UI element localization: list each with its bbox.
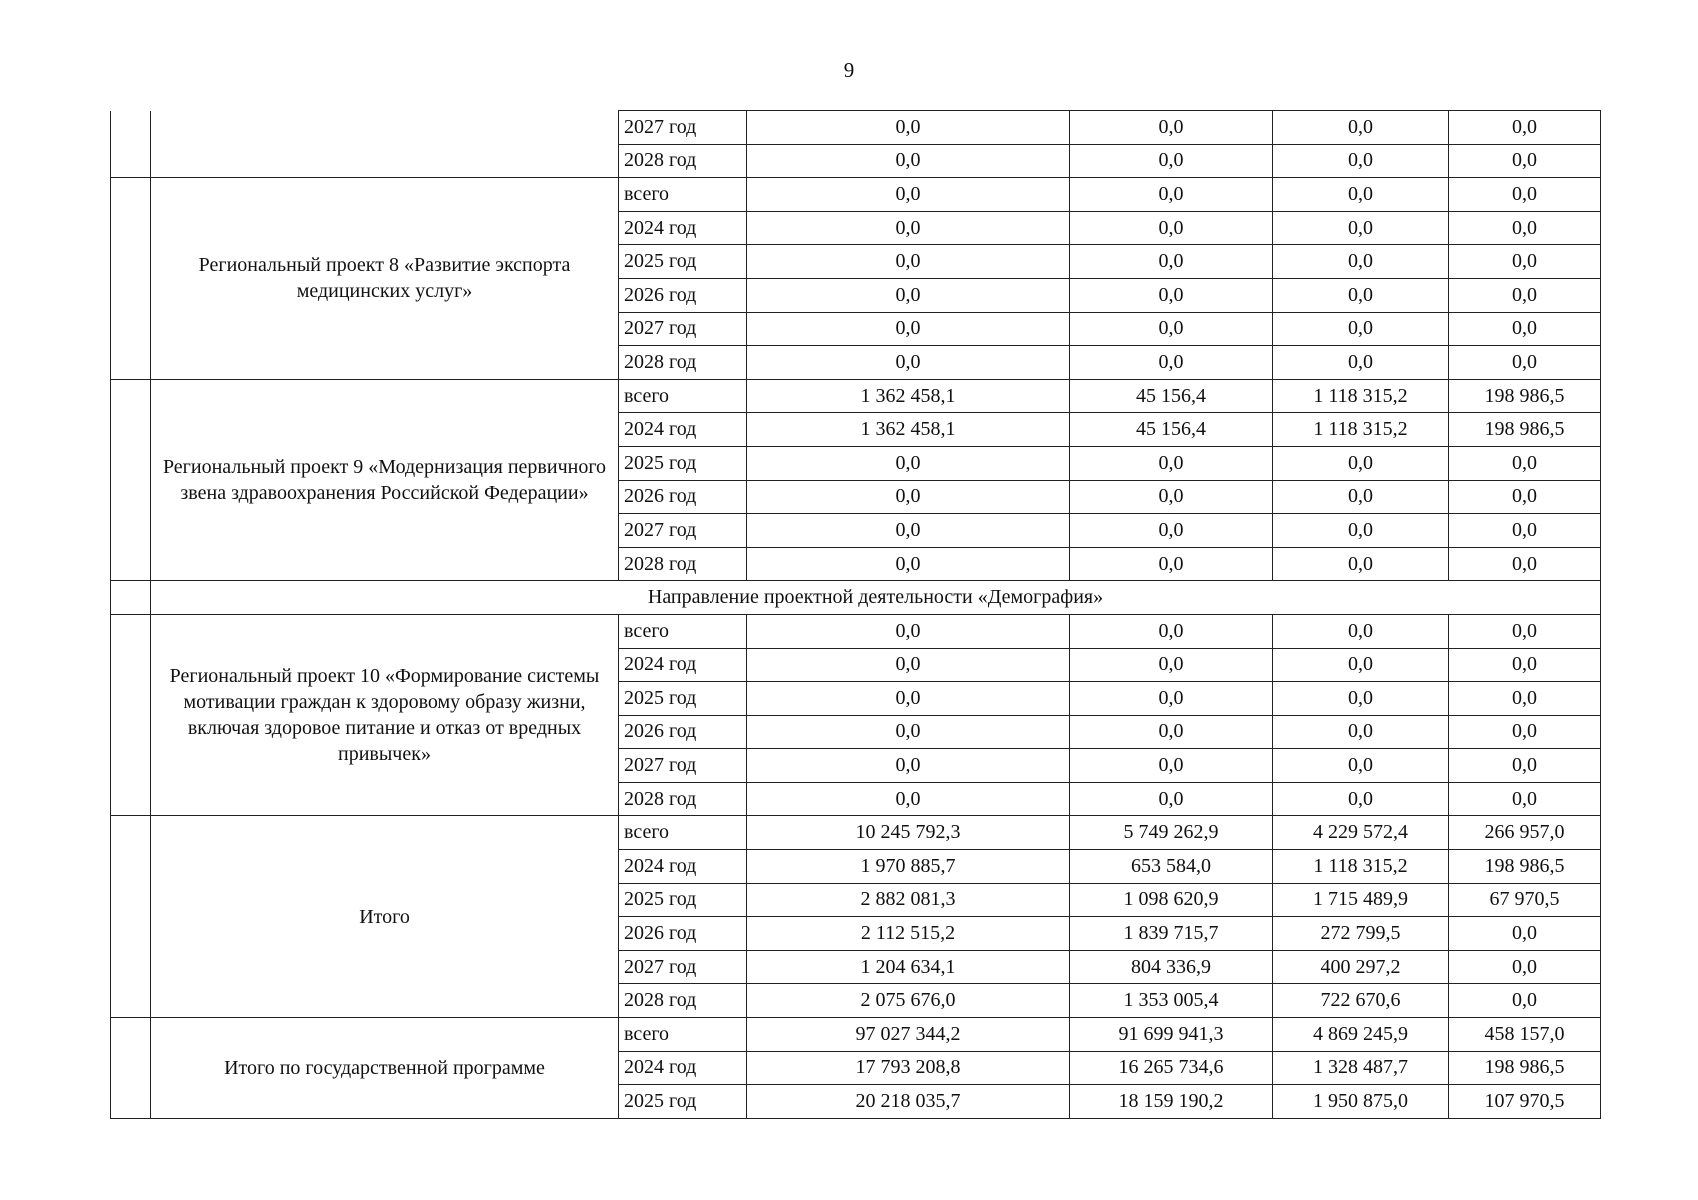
value-cell-1: 0,0 <box>1070 514 1273 548</box>
period-cell: всего <box>619 1018 747 1052</box>
total-cell: 1 362 458,1 <box>747 379 1070 413</box>
project-name: Региональный проект 10 «Формирование системы мотивации граждан к здоровому образу жизни, включая здоровое питание и отказ от вредных привычек» <box>151 614 619 816</box>
value-cell-3: 0,0 <box>1449 346 1601 380</box>
value-cell-2: 0,0 <box>1273 211 1449 245</box>
budget-table-body <box>111 111 1601 1119</box>
value-cell-3: 198 986,5 <box>1449 413 1601 447</box>
value-cell-2: 0,0 <box>1273 614 1449 648</box>
total-cell: 2 882 081,3 <box>747 883 1070 917</box>
table-row <box>111 614 1601 648</box>
value-cell-2: 0,0 <box>1273 245 1449 279</box>
value-cell-3: 0,0 <box>1449 614 1601 648</box>
value-cell-2: 0,0 <box>1273 178 1449 212</box>
value-cell-1: 91 699 941,3 <box>1070 1018 1273 1052</box>
value-cell-3: 0,0 <box>1449 682 1601 716</box>
project-name: Итого <box>151 816 619 1018</box>
value-cell-2: 1 118 315,2 <box>1273 379 1449 413</box>
value-cell-2: 0,0 <box>1273 111 1449 145</box>
index-cell <box>111 816 151 1018</box>
value-cell-1: 0,0 <box>1070 715 1273 749</box>
value-cell-3: 107 970,5 <box>1449 1085 1601 1119</box>
budget-table <box>110 110 1601 1119</box>
total-cell: 10 245 792,3 <box>747 816 1070 850</box>
index-cell <box>111 581 151 615</box>
value-cell-1: 0,0 <box>1070 614 1273 648</box>
value-cell-1: 0,0 <box>1070 446 1273 480</box>
period-cell: 2025 год <box>619 883 747 917</box>
value-cell-1: 0,0 <box>1070 782 1273 816</box>
total-cell: 1 362 458,1 <box>747 413 1070 447</box>
value-cell-2: 1 715 489,9 <box>1273 883 1449 917</box>
period-cell: 2025 год <box>619 1085 747 1119</box>
value-cell-1: 0,0 <box>1070 111 1273 145</box>
value-cell-1: 0,0 <box>1070 312 1273 346</box>
section-title: Направление проектной деятельности «Демография» <box>151 581 1601 615</box>
period-cell: 2025 год <box>619 245 747 279</box>
value-cell-1: 45 156,4 <box>1070 413 1273 447</box>
period-cell: всего <box>619 614 747 648</box>
total-cell: 0,0 <box>747 144 1070 178</box>
period-cell: 2027 год <box>619 749 747 783</box>
period-cell: 2024 год <box>619 1051 747 1085</box>
period-cell: 2027 год <box>619 514 747 548</box>
index-cell <box>111 614 151 816</box>
project-name: Региональный проект 8 «Развитие экспорта медицинских услуг» <box>151 178 619 380</box>
value-cell-3: 0,0 <box>1449 178 1601 212</box>
value-cell-1: 0,0 <box>1070 547 1273 581</box>
total-cell: 0,0 <box>747 648 1070 682</box>
period-cell: 2024 год <box>619 211 747 245</box>
index-cell <box>111 111 151 178</box>
value-cell-3: 0,0 <box>1449 446 1601 480</box>
total-cell: 0,0 <box>747 446 1070 480</box>
value-cell-3: 0,0 <box>1449 514 1601 548</box>
table-row <box>111 178 1601 212</box>
total-cell: 0,0 <box>747 178 1070 212</box>
value-cell-1: 0,0 <box>1070 682 1273 716</box>
value-cell-3: 0,0 <box>1449 111 1601 145</box>
value-cell-3: 0,0 <box>1449 480 1601 514</box>
value-cell-3: 0,0 <box>1449 211 1601 245</box>
period-cell: 2025 год <box>619 446 747 480</box>
value-cell-1: 0,0 <box>1070 480 1273 514</box>
value-cell-1: 0,0 <box>1070 346 1273 380</box>
period-cell: 2028 год <box>619 782 747 816</box>
value-cell-3: 0,0 <box>1449 715 1601 749</box>
period-cell: 2025 год <box>619 682 747 716</box>
total-cell: 0,0 <box>747 312 1070 346</box>
value-cell-3: 0,0 <box>1449 144 1601 178</box>
total-cell: 0,0 <box>747 278 1070 312</box>
total-cell: 20 218 035,7 <box>747 1085 1070 1119</box>
value-cell-2: 1 118 315,2 <box>1273 413 1449 447</box>
value-cell-1: 1 353 005,4 <box>1070 984 1273 1018</box>
value-cell-2: 0,0 <box>1273 480 1449 514</box>
value-cell-3: 0,0 <box>1449 245 1601 279</box>
value-cell-1: 1 098 620,9 <box>1070 883 1273 917</box>
value-cell-1: 0,0 <box>1070 211 1273 245</box>
value-cell-2: 0,0 <box>1273 514 1449 548</box>
period-cell: 2026 год <box>619 480 747 514</box>
value-cell-3: 0,0 <box>1449 312 1601 346</box>
value-cell-2: 4 229 572,4 <box>1273 816 1449 850</box>
section-row <box>111 581 1601 615</box>
index-cell <box>111 1018 151 1119</box>
value-cell-2: 0,0 <box>1273 278 1449 312</box>
total-cell: 0,0 <box>747 682 1070 716</box>
value-cell-2: 4 869 245,9 <box>1273 1018 1449 1052</box>
total-cell: 0,0 <box>747 245 1070 279</box>
value-cell-3: 458 157,0 <box>1449 1018 1601 1052</box>
project-name: Итого по государственной программе <box>151 1018 619 1119</box>
value-cell-2: 0,0 <box>1273 144 1449 178</box>
total-cell: 0,0 <box>747 782 1070 816</box>
value-cell-1: 0,0 <box>1070 245 1273 279</box>
value-cell-3: 198 986,5 <box>1449 850 1601 884</box>
period-cell: всего <box>619 379 747 413</box>
table-row <box>111 1018 1601 1052</box>
value-cell-2: 0,0 <box>1273 446 1449 480</box>
value-cell-3: 0,0 <box>1449 917 1601 951</box>
period-cell: 2028 год <box>619 144 747 178</box>
period-cell: 2026 год <box>619 715 747 749</box>
index-cell <box>111 178 151 380</box>
value-cell-1: 5 749 262,9 <box>1070 816 1273 850</box>
period-cell: 2028 год <box>619 346 747 380</box>
value-cell-3: 0,0 <box>1449 782 1601 816</box>
table-row <box>111 379 1601 413</box>
value-cell-3: 0,0 <box>1449 278 1601 312</box>
value-cell-1: 1 839 715,7 <box>1070 917 1273 951</box>
value-cell-2: 0,0 <box>1273 312 1449 346</box>
value-cell-1: 0,0 <box>1070 144 1273 178</box>
value-cell-3: 67 970,5 <box>1449 883 1601 917</box>
total-cell: 0,0 <box>747 547 1070 581</box>
value-cell-2: 400 297,2 <box>1273 950 1449 984</box>
value-cell-2: 722 670,6 <box>1273 984 1449 1018</box>
total-cell: 2 112 515,2 <box>747 917 1070 951</box>
total-cell: 0,0 <box>747 346 1070 380</box>
table-row <box>111 816 1601 850</box>
project-name: Региональный проект 9 «Модернизация первичного звена здравоохранения Российской Федерации» <box>151 379 619 581</box>
table-row <box>111 111 1601 145</box>
total-cell: 97 027 344,2 <box>747 1018 1070 1052</box>
value-cell-2: 0,0 <box>1273 715 1449 749</box>
value-cell-2: 0,0 <box>1273 749 1449 783</box>
value-cell-1: 0,0 <box>1070 178 1273 212</box>
index-cell <box>111 379 151 581</box>
total-cell: 1 204 634,1 <box>747 950 1070 984</box>
total-cell: 0,0 <box>747 514 1070 548</box>
total-cell: 0,0 <box>747 211 1070 245</box>
value-cell-1: 653 584,0 <box>1070 850 1273 884</box>
value-cell-3: 0,0 <box>1449 749 1601 783</box>
value-cell-1: 0,0 <box>1070 648 1273 682</box>
period-cell: всего <box>619 178 747 212</box>
total-cell: 0,0 <box>747 749 1070 783</box>
value-cell-2: 0,0 <box>1273 346 1449 380</box>
period-cell: 2024 год <box>619 850 747 884</box>
value-cell-1: 0,0 <box>1070 749 1273 783</box>
value-cell-1: 804 336,9 <box>1070 950 1273 984</box>
period-cell: 2028 год <box>619 547 747 581</box>
value-cell-3: 0,0 <box>1449 648 1601 682</box>
value-cell-3: 0,0 <box>1449 547 1601 581</box>
period-cell: 2027 год <box>619 111 747 145</box>
value-cell-3: 266 957,0 <box>1449 816 1601 850</box>
value-cell-2: 0,0 <box>1273 648 1449 682</box>
period-cell: 2026 год <box>619 278 747 312</box>
value-cell-2: 0,0 <box>1273 782 1449 816</box>
value-cell-2: 272 799,5 <box>1273 917 1449 951</box>
value-cell-2: 0,0 <box>1273 547 1449 581</box>
total-cell: 0,0 <box>747 614 1070 648</box>
project-name <box>151 111 619 178</box>
value-cell-2: 1 118 315,2 <box>1273 850 1449 884</box>
value-cell-3: 198 986,5 <box>1449 379 1601 413</box>
total-cell: 1 970 885,7 <box>747 850 1070 884</box>
period-cell: 2024 год <box>619 648 747 682</box>
total-cell: 17 793 208,8 <box>747 1051 1070 1085</box>
value-cell-1: 18 159 190,2 <box>1070 1085 1273 1119</box>
value-cell-3: 198 986,5 <box>1449 1051 1601 1085</box>
value-cell-3: 0,0 <box>1449 950 1601 984</box>
period-cell: 2024 год <box>619 413 747 447</box>
period-cell: всего <box>619 816 747 850</box>
value-cell-1: 45 156,4 <box>1070 379 1273 413</box>
total-cell: 2 075 676,0 <box>747 984 1070 1018</box>
period-cell: 2027 год <box>619 312 747 346</box>
period-cell: 2026 год <box>619 917 747 951</box>
period-cell: 2027 год <box>619 950 747 984</box>
value-cell-2: 0,0 <box>1273 682 1449 716</box>
value-cell-2: 1 950 875,0 <box>1273 1085 1449 1119</box>
total-cell: 0,0 <box>747 480 1070 514</box>
value-cell-1: 16 265 734,6 <box>1070 1051 1273 1085</box>
value-cell-2: 1 328 487,7 <box>1273 1051 1449 1085</box>
total-cell: 0,0 <box>747 111 1070 145</box>
period-cell: 2028 год <box>619 984 747 1018</box>
value-cell-3: 0,0 <box>1449 984 1601 1018</box>
page-number: 9 <box>843 58 855 82</box>
value-cell-1: 0,0 <box>1070 278 1273 312</box>
total-cell: 0,0 <box>747 715 1070 749</box>
